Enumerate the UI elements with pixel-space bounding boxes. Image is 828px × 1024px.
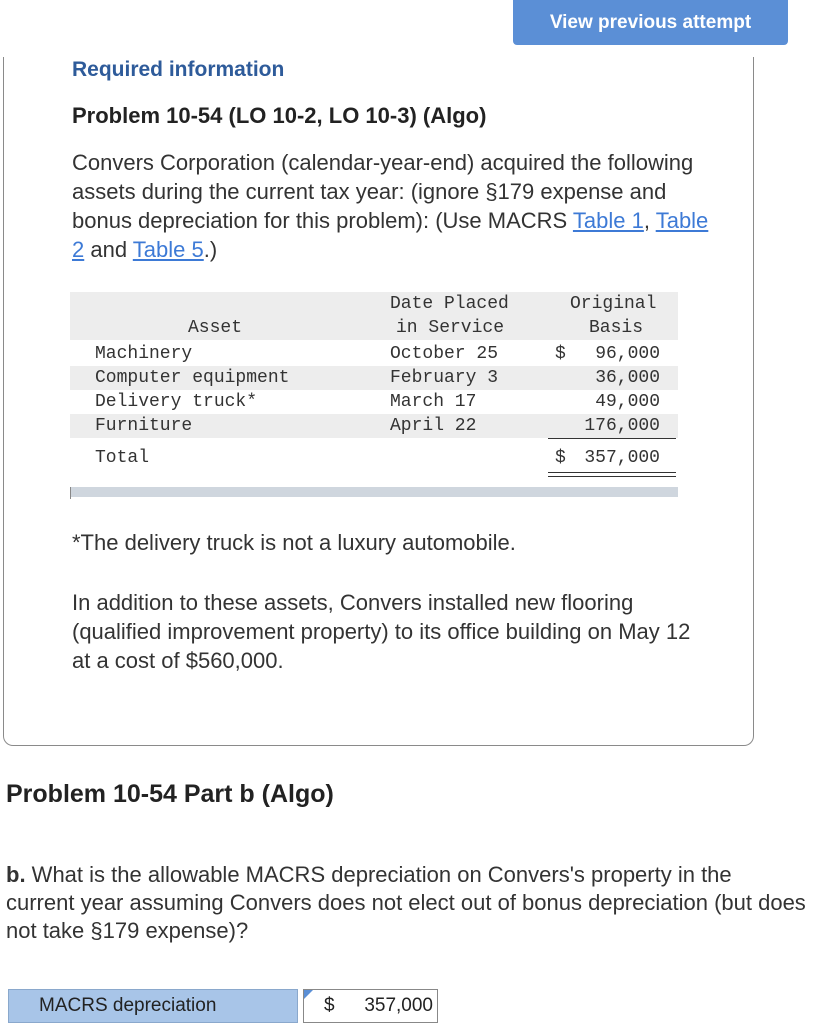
- header-date-line1: Date Placed: [390, 294, 509, 314]
- asset-name: Computer equipment: [95, 368, 290, 388]
- total-value: 357,000: [584, 448, 660, 468]
- macrs-depreciation-label: MACRS depreciation: [8, 989, 298, 1023]
- asset-basis: 96,000: [595, 344, 660, 364]
- asset-date: October 25: [390, 344, 499, 364]
- table-5-link[interactable]: Table 5: [132, 237, 204, 262]
- table-row: [70, 342, 678, 366]
- table-row: [70, 414, 678, 438]
- asset-basis: 176,000: [584, 416, 660, 436]
- table-header-row: [70, 292, 678, 340]
- view-previous-attempt-button[interactable]: View previous attempt: [513, 0, 788, 45]
- asset-basis: 49,000: [595, 392, 660, 412]
- table-scrollbar[interactable]: [70, 487, 678, 497]
- total-label: Total: [95, 448, 150, 468]
- required-information-heading: Required information: [72, 58, 285, 81]
- table-row: [70, 390, 678, 414]
- answer-flag-icon: [304, 990, 313, 999]
- asset-date: March 17: [390, 392, 477, 412]
- header-basis-line2: Basis: [589, 318, 644, 338]
- part-title: Problem 10-54 Part b (Algo): [6, 780, 334, 808]
- footnote-text: *The delivery truck is not a luxury automobile.: [72, 530, 516, 555]
- header-basis-line1: Original: [570, 294, 657, 314]
- asset-date: February 3: [390, 368, 499, 388]
- answer-value: 357,000: [364, 995, 433, 1016]
- macrs-depreciation-input[interactable]: [303, 989, 438, 1023]
- asset-basis: 36,000: [595, 368, 660, 388]
- asset-date: April 22: [390, 416, 477, 436]
- asset-name: Delivery truck*: [95, 392, 258, 412]
- asset-dollar: $: [555, 344, 566, 364]
- table-row: [70, 366, 678, 390]
- table-2-link[interactable]: Table 2: [72, 208, 709, 262]
- problem-intro-text: Convers Corporation (calendar-year-end) acquired the following assets during the current tax year: (ignore §179 expense and bonus depreciation for this problem): (Use MACRS Table 1, Table 2 and Table 5.): [72, 150, 709, 262]
- total-dollar: $: [555, 448, 566, 468]
- asset-name: Furniture: [95, 416, 193, 436]
- table-1-link[interactable]: Table 1: [572, 208, 644, 233]
- additional-info-text: In addition to these assets, Convers installed new flooring (qualified improvement property) to its office building on May 12 at a cost of $560,000.: [72, 590, 691, 673]
- subtotal-underline: [548, 438, 676, 439]
- total-double-underline: [548, 472, 676, 477]
- asset-name: Machinery: [95, 344, 193, 364]
- header-date-line2: in Service: [396, 318, 505, 338]
- question-text: b. What is the allowable MACRS depreciation on Convers's property in the current year assuming Convers does not elect out of bonus depreciation (but does not take §179 expense)?: [6, 862, 806, 943]
- question-label: b.: [6, 862, 26, 887]
- table-scrollbar-edge: [70, 487, 71, 499]
- header-asset: Asset: [188, 318, 243, 338]
- problem-title: Problem 10-54 (LO 10-2, LO 10-3) (Algo): [72, 103, 487, 128]
- currency-symbol: $: [324, 995, 335, 1016]
- table-total-row: [70, 446, 678, 470]
